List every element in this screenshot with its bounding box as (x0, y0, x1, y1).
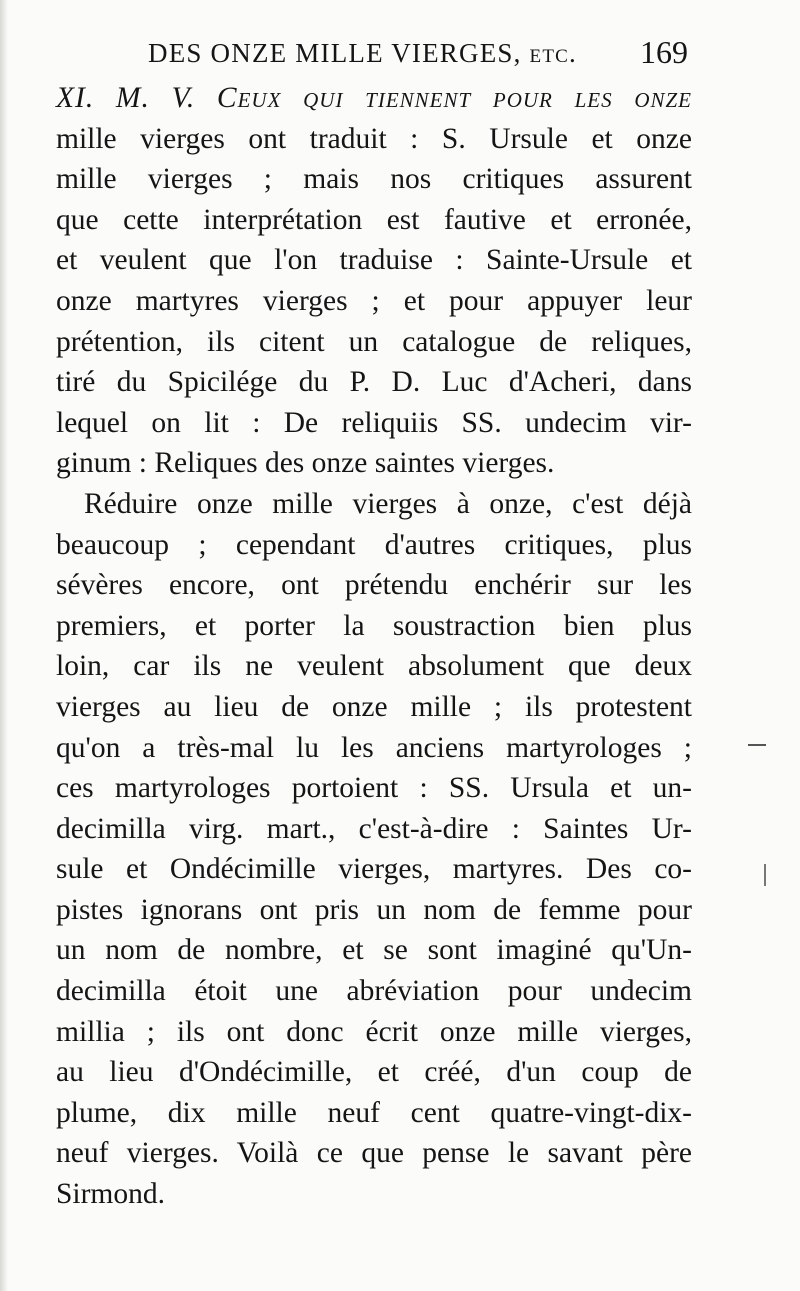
text-line-content: XI. M. V. Ceux qui tiennent pour les onze (56, 82, 692, 114)
text-line (56, 78, 692, 119)
text-line: vierges au lieu de onze mille ; ils protestent (56, 690, 692, 723)
text-line: sévères encore, ont prétendu enchérir sur les (56, 569, 692, 602)
page-number: 169 (640, 34, 688, 70)
text-line: onze martyres vierges ; et pour appuyer leur (56, 284, 692, 317)
text-line: et veulent que l'on traduise : Sainte-Ursule et (56, 244, 692, 277)
text-line: millia ; ils ont donc écrit onze mille vierges, (56, 1015, 692, 1048)
text-line: sule et Ondécimille vierges, martyres. Des co- (56, 853, 692, 886)
running-title: DES ONZE MILLE VIERGES, etc. (148, 38, 577, 68)
text-line: au lieu d'Ondécimille, et créé, d'un coup de (56, 1056, 692, 1089)
page-edge-shadow (0, 0, 8, 1291)
text-line: decimilla étoit une abréviation pour undecim (56, 975, 692, 1008)
text-line: lequel on lit : De reliquiis SS. undecim vir- (56, 406, 692, 439)
margin-mark (764, 864, 766, 886)
page-header (148, 30, 688, 78)
text-line: mille vierges ; mais nos critiques assurent (56, 163, 692, 196)
text-line: mille vierges ont traduit : S. Ursule et onze (56, 122, 692, 155)
margin-mark (748, 744, 766, 746)
text-line: loin, car ils ne veulent absolument que deux (56, 650, 692, 683)
text-line: ces martyrologes portoient : SS. Ursula et un- (56, 772, 692, 805)
text-line: que cette interprétation est fautive et erronée, (56, 203, 692, 236)
paragraph-first-line: Réduire onze mille vierges à onze, c'est déjà (84, 487, 692, 520)
text-line: Sirmond. (56, 1178, 165, 1211)
text-line: decimilla virg. mart., c'est-à-dire : Saintes Ur- (56, 812, 692, 845)
text-line: tiré du Spicilége du P. D. Luc d'Acheri, dans (56, 366, 692, 399)
text-line: qu'on a très-mal lu les anciens martyrologes ; (56, 731, 692, 764)
body-text (56, 78, 692, 1215)
text-line: premiers, et porter la soustraction bien plus (56, 609, 692, 642)
text-line: ginum : Reliques des onze saintes vierges. (56, 447, 555, 480)
text-line: prétention, ils citent un catalogue de reliques, (56, 325, 692, 358)
text-line: pistes ignorans ont pris un nom de femme pour (56, 893, 692, 926)
text-line: plume, dix mille neuf cent quatre-vingt-dix- (56, 1096, 692, 1129)
text-line: beaucoup ; cependant d'autres critiques, plus (56, 528, 692, 561)
text-line: un nom de nombre, et se sont imaginé qu'Un- (56, 934, 692, 967)
text-line: neuf vierges. Voilà ce que pense le savant père (56, 1137, 692, 1170)
